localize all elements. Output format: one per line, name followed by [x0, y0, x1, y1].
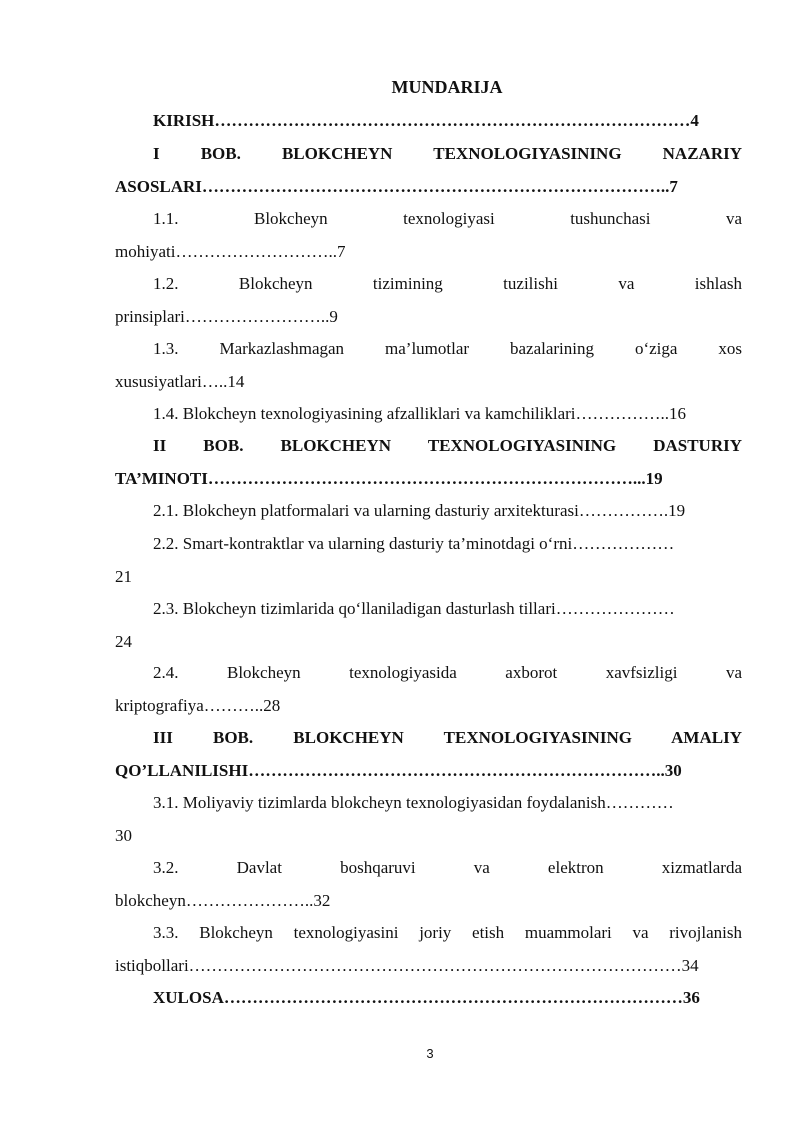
toc-entry-line: 2.2. Smart-kontraktlar va ularning dasturiy ta’minotdagi o‘rni………………	[153, 534, 675, 553]
toc-entry-line: 1.2. Blokcheyn tizimining tuzilishi va ishlash	[153, 274, 742, 293]
toc-entry-1-3	[115, 333, 742, 398]
toc-entry-line: KIRISH…………………………………………………………………………4	[153, 111, 699, 130]
toc-entry-1-2	[115, 268, 742, 333]
page-number: 3	[426, 1046, 434, 1061]
toc-entry-line: 2.1. Blokcheyn platformalari va ularning dasturiy arxitekturasi…………….19	[153, 501, 686, 520]
toc-entry-line: 21	[115, 566, 132, 586]
toc-entry-line: 1.4. Blokcheyn texnologiyasining afzalliklari va kamchiliklari……………..16	[153, 404, 687, 423]
toc-entry-line: istiqbollari……………………………………………………………………………34	[115, 955, 699, 975]
toc-entry-2-1	[115, 495, 742, 528]
toc-entry-chapter-2	[115, 430, 742, 495]
toc-entry-line: TA’MINOTI…………………………………………………………………...19	[115, 468, 663, 488]
toc-entry-line: ASOSLARI………………………………………………………………………..7	[115, 176, 678, 196]
toc-entry-line: 3.1. Moliyaviy tizimlarda blokcheyn texnologiyasidan foydalanish…………	[153, 793, 674, 812]
toc-entry-line: XULOSA………………………………………………………………………36	[153, 988, 700, 1007]
toc-entry-line: III BOB. BLOKCHEYN TEXNOLOGIYASINING AMALIY	[153, 728, 742, 747]
toc-entry-xulosa	[115, 982, 742, 1015]
toc-entry-kirish	[115, 105, 742, 138]
toc-entry-1-1	[115, 203, 742, 268]
toc-entry-2-2	[115, 528, 742, 593]
toc-entry-line: II BOB. BLOKCHEYN TEXNOLOGIYASINING DASTURIY	[153, 436, 742, 455]
toc-entry-line: 3.2. Davlat boshqaruvi va elektron xizmatlarda	[153, 858, 742, 877]
toc-entry-line: 1.3. Markazlashmagan ma’lumotlar bazalarining o‘ziga xos	[153, 339, 742, 358]
toc-entry-line: xususiyatlari…..14	[115, 371, 245, 391]
toc-entry-chapter-1	[115, 138, 742, 203]
toc-title: MUNDARIJA	[391, 77, 503, 97]
toc-entry-line: 1.1. Blokcheyn texnologiyasi tushunchasi va	[153, 209, 742, 228]
toc-entry-line: 2.4. Blokcheyn texnologiyasida axborot xavfsizligi va	[153, 663, 742, 682]
toc-entry-line: 24	[115, 631, 132, 651]
toc-entry-3-3	[115, 917, 742, 982]
toc-entry-2-3	[115, 593, 742, 658]
toc-entry-line: 2.3. Blokcheyn tizimlarida qo‘llaniladigan dasturlash tillari…………………	[153, 599, 675, 618]
toc-entry-line: mohiyati………………………..7	[115, 241, 346, 261]
toc-entry-2-4	[115, 657, 742, 722]
toc-entry-3-2	[115, 852, 742, 917]
toc-entry-3-1	[115, 787, 742, 852]
toc-entry-line: 30	[115, 825, 132, 845]
toc-entry-chapter-3	[115, 722, 742, 787]
toc-entry-line: QO’LLANILISHI………………………………………………………………..30	[115, 760, 682, 780]
toc-entry-line: kriptografiya………..28	[115, 695, 281, 715]
toc-entry-1-4	[115, 398, 742, 431]
toc-entry-line: prinsiplari……………………..9	[115, 306, 338, 326]
toc-entry-line: 3.3. Blokcheyn texnologiyasini joriy etish muammolari va rivojlanish	[153, 923, 742, 942]
toc-entry-line: blokcheyn…………………..32	[115, 890, 331, 910]
toc-entry-line: I BOB. BLOKCHEYN TEXNOLOGIYASINING NAZARIY	[153, 144, 742, 163]
